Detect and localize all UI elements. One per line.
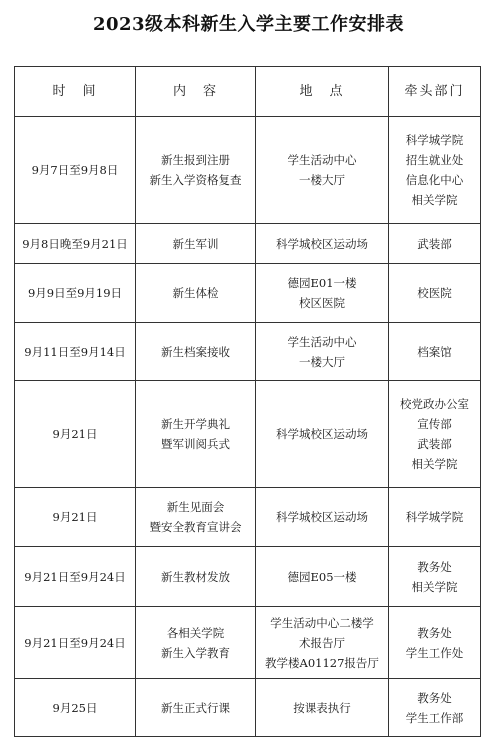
location-line: 科学城校区运动场 xyxy=(276,427,368,441)
dept-cell xyxy=(389,381,481,488)
dept-line: 信息化中心 xyxy=(405,173,464,187)
dept-line: 档案馆 xyxy=(417,344,452,359)
schedule-table xyxy=(14,66,481,737)
time-text: 9月11日至9月14日 xyxy=(24,344,126,359)
dept-line: 武装部 xyxy=(417,437,452,451)
dept-cell xyxy=(389,117,481,224)
dept-line: 武装部 xyxy=(417,236,452,251)
table-row xyxy=(15,264,481,323)
location-line: 德园E01一楼 xyxy=(287,276,357,290)
content-line: 新生见面会 xyxy=(166,500,225,514)
location-line: 术报告厅 xyxy=(299,635,345,650)
time-cell xyxy=(15,381,136,488)
time-cell xyxy=(15,607,136,679)
time-cell xyxy=(15,224,136,264)
time-text: 9月21日至9月24日 xyxy=(24,635,126,650)
content-cell xyxy=(136,323,256,381)
time-cell xyxy=(15,547,136,607)
location-line: 学生活动中心 xyxy=(287,153,357,167)
header-dept: 牵头部门 xyxy=(389,67,481,117)
location-line: 一楼大厅 xyxy=(299,173,345,187)
table-row xyxy=(15,547,481,607)
dept-cell xyxy=(389,224,481,264)
location-line: 德园E05一楼 xyxy=(287,569,357,584)
location-line: 学生活动中心二楼学 xyxy=(270,615,374,630)
dept-line: 学生工作部 xyxy=(405,710,464,725)
time-cell xyxy=(15,117,136,224)
time-text: 9月7日至9月8日 xyxy=(31,163,119,177)
dept-cell xyxy=(389,547,481,607)
time-text: 9月25日 xyxy=(52,700,98,715)
content-line: 暨军训阅兵式 xyxy=(161,437,230,451)
location-line: 校区医院 xyxy=(299,296,345,310)
location-cell xyxy=(256,323,389,381)
dept-cell xyxy=(389,323,481,381)
dept-line: 教务处 xyxy=(417,690,452,705)
table-row xyxy=(15,679,481,737)
dept-cell xyxy=(389,679,481,737)
table-row xyxy=(15,224,481,264)
content-line: 新生体检 xyxy=(172,286,219,300)
table-row xyxy=(15,323,481,381)
content-cell xyxy=(136,117,256,224)
dept-line: 教务处 xyxy=(417,559,452,574)
time-cell xyxy=(15,264,136,323)
content-line: 新生正式行课 xyxy=(161,700,230,715)
content-cell xyxy=(136,224,256,264)
dept-line: 教务处 xyxy=(417,625,452,640)
location-line: 学生活动中心 xyxy=(287,334,357,349)
location-line: 科学城校区运动场 xyxy=(276,236,368,251)
header-content: 内 容 xyxy=(136,67,256,117)
time-text: 9月9日至9月19日 xyxy=(27,286,123,300)
dept-line: 学生工作处 xyxy=(405,645,464,660)
location-line: 教学楼A01127报告厅 xyxy=(265,655,379,670)
table-row xyxy=(15,488,481,547)
location-line: 一楼大厅 xyxy=(299,354,345,369)
content-line: 新生报到注册 xyxy=(161,153,230,167)
location-cell xyxy=(256,547,389,607)
location-cell xyxy=(256,264,389,323)
page-title: 2023级本科新生入学主要工作安排表 xyxy=(92,14,405,35)
location-cell xyxy=(256,224,389,264)
table-row xyxy=(15,381,481,488)
content-line: 新生教材发放 xyxy=(161,569,230,584)
dept-cell xyxy=(389,488,481,547)
content-cell xyxy=(136,547,256,607)
time-text: 9月21日至9月24日 xyxy=(24,569,126,584)
location-cell xyxy=(256,488,389,547)
content-cell xyxy=(136,488,256,547)
content-line: 新生军训 xyxy=(172,236,219,251)
dept-line: 科学城学院 xyxy=(405,133,464,147)
table-row xyxy=(15,117,481,224)
table-header-row xyxy=(15,67,481,117)
content-line: 新生档案接收 xyxy=(161,344,230,359)
content-line: 各相关学院 xyxy=(166,625,225,640)
dept-line: 相关学院 xyxy=(411,457,458,471)
content-line: 新生入学资格复查 xyxy=(149,173,242,187)
table-row xyxy=(15,607,481,679)
dept-cell xyxy=(389,264,481,323)
location-cell xyxy=(256,679,389,737)
content-line: 新生入学教育 xyxy=(161,645,230,660)
header-time: 时 间 xyxy=(15,67,136,117)
time-cell xyxy=(15,488,136,547)
content-line: 新生开学典礼 xyxy=(161,417,230,431)
time-text: 9月21日 xyxy=(52,510,98,524)
header-location: 地 点 xyxy=(256,67,389,117)
time-cell xyxy=(15,679,136,737)
time-text: 9月21日 xyxy=(52,427,98,441)
content-cell xyxy=(136,381,256,488)
content-line: 暨安全教育宣讲会 xyxy=(149,520,242,534)
location-line: 科学城校区运动场 xyxy=(276,510,368,524)
dept-line: 相关学院 xyxy=(411,579,458,594)
dept-line: 校医院 xyxy=(417,286,452,300)
location-cell xyxy=(256,117,389,224)
dept-line: 招生就业处 xyxy=(405,153,464,167)
time-cell xyxy=(15,323,136,381)
content-cell xyxy=(136,264,256,323)
location-line: 按课表执行 xyxy=(293,700,351,715)
time-text: 9月8日晚至9月21日 xyxy=(22,236,128,251)
dept-line: 宣传部 xyxy=(417,417,452,431)
dept-line: 科学城学院 xyxy=(405,510,464,524)
location-cell xyxy=(256,381,389,488)
dept-cell xyxy=(389,607,481,679)
content-cell xyxy=(136,679,256,737)
content-cell xyxy=(136,607,256,679)
dept-line: 相关学院 xyxy=(411,193,458,207)
location-cell xyxy=(256,607,389,679)
dept-line: 校党政办公室 xyxy=(400,397,469,411)
